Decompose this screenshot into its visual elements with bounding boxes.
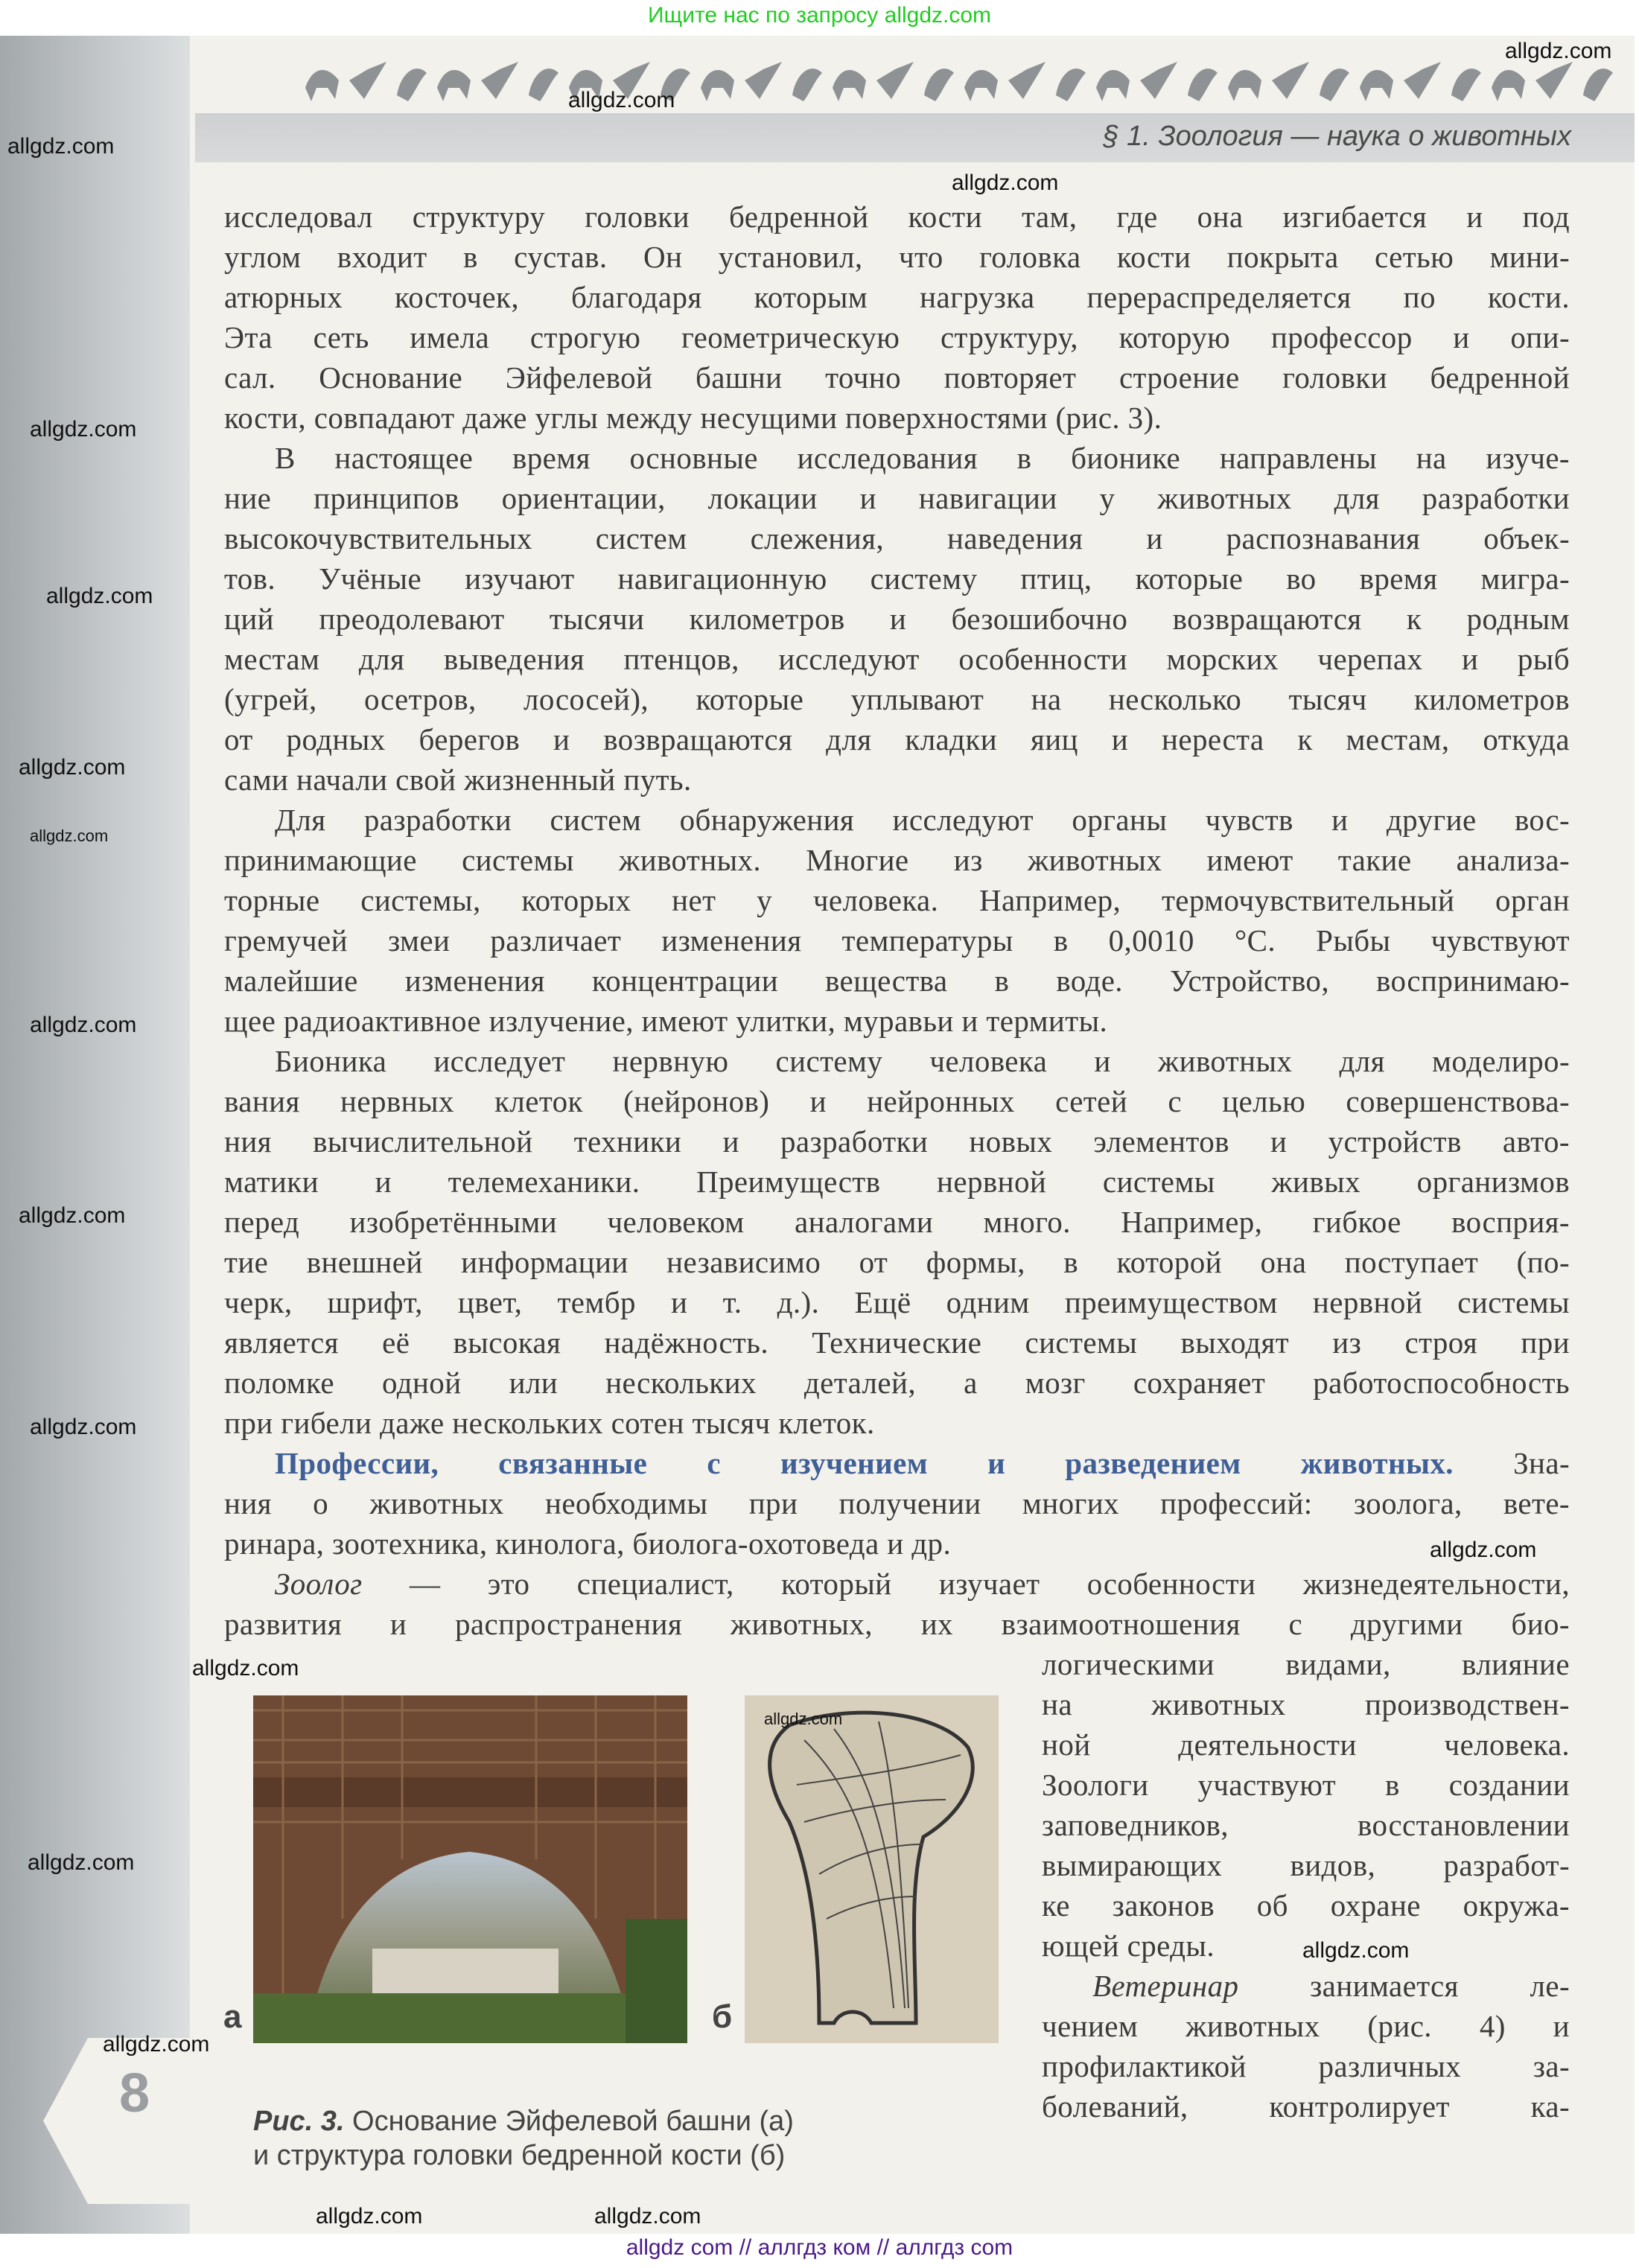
text-line: [224, 1282, 1570, 1322]
watermark: allgdz.com: [30, 1013, 137, 1037]
text-segment: принимающие системы животных. Многие из животных имеют такие анализа-: [224, 843, 1570, 877]
figure-label-b: б: [712, 1998, 733, 2035]
text-line: [224, 518, 1570, 558]
text-line: [224, 277, 1570, 317]
text-line: [1042, 1885, 1570, 1925]
caption-prefix: Рис. 3.: [253, 2106, 345, 2137]
text-segment: атюрных косточек, благодаря которым нагрузка перераспределяется по кости.: [224, 280, 1570, 314]
text-line: [224, 1001, 1570, 1041]
text-segment: исследовал структуру головки бедренной кости там, где она изгибается и под: [224, 200, 1570, 234]
text-line: [1042, 1684, 1570, 1724]
text-segment: от родных берегов и возвращаются для кладки яиц и нереста к местам, откуда: [224, 722, 1570, 756]
watermark: allgdz.com: [103, 2032, 210, 2057]
text-segment: кости, совпадают даже углы между несущими поверхностями (рис. 3).: [224, 401, 1162, 435]
text-line: [224, 478, 1570, 518]
text-line: [224, 599, 1570, 639]
watermark: allgdz.com: [594, 2204, 701, 2229]
text-segment: ринара, зоотехника, кинолога, биолога-охотоведа и др.: [224, 1526, 952, 1561]
text-segment: при гибели даже нескольких сотен тысяч клеток.: [224, 1406, 875, 1440]
figure-caption: [253, 2104, 794, 2173]
textbook-page: [0, 36, 1635, 2234]
text-line: [224, 1363, 1570, 1403]
text-segment: сал. Основание Эйфелевой башни точно повторяет строение головки бедренной: [224, 360, 1570, 395]
watermark: allgdz.com: [1430, 1538, 1537, 1562]
section-header-band: [195, 113, 1635, 162]
text-segment: черк, шрифт, цвет, тембр и т. д.). Ещё одним преимуществом нервной системы: [224, 1285, 1570, 1319]
text-line: [224, 920, 1570, 961]
section-subheading: Профессии, связанные с изучением и разведением животных.: [275, 1446, 1454, 1480]
text-line: [224, 1322, 1570, 1363]
text-segment: гремучей змеи различает изменения температуры в 0,0010 °С. Рыбы чувствуют: [224, 923, 1570, 958]
figure-label-a: а: [223, 1998, 242, 2035]
text-segment: Бионика исследует нервную систему человека и животных для моделиро-: [275, 1044, 1570, 1078]
text-segment: ной деятельности человека.: [1042, 1727, 1570, 1762]
text-segment: вания нервных клеток (нейронов) и нейронных сетей с целью совершенствова-: [224, 1084, 1570, 1118]
text-segment: болеваний, контролирует ка-: [1042, 2089, 1570, 2124]
watermark: allgdz.com: [7, 134, 115, 159]
watermark: allgdz.com: [28, 1850, 135, 1875]
text-segment: В настоящее время основные исследования в бионике направлены на изуче-: [275, 441, 1570, 475]
text-segment: Зна-: [1453, 1446, 1570, 1480]
text-segment: ния о животных необходимы при получении многих профессий: зоолога, вете-: [224, 1486, 1570, 1520]
text-line: [224, 719, 1570, 759]
text-line: [224, 639, 1570, 679]
text-line: [224, 961, 1570, 1001]
text-line: [224, 398, 1570, 438]
text-line: [1042, 1805, 1570, 1845]
text-segment: Зоологи участвуют в создании: [1042, 1768, 1570, 1802]
text-line: [1042, 1724, 1570, 1765]
text-segment: логическими видами, влияние: [1042, 1647, 1570, 1681]
text-segment: местам для выведения птенцов, исследуют особенности морских черепах и рыб: [224, 642, 1570, 676]
text-segment: Эта сеть имела строгую геометрическую структуру, которую профессор и опи-: [224, 320, 1570, 354]
text-line: [224, 800, 1570, 840]
text-line: [224, 759, 1570, 800]
watermark: allgdz.com: [30, 826, 109, 845]
text-segment: чением животных (рис. 4) и: [1042, 2009, 1570, 2043]
text-line: [224, 1523, 1570, 1564]
text-line: [224, 1604, 1570, 1644]
watermark: allgdz.com: [1505, 39, 1612, 63]
watermark: allgdz.com: [46, 584, 153, 608]
text-line: [224, 880, 1570, 920]
text-segment: заповедников, восстановлении: [1042, 1808, 1570, 1842]
text-line: [1042, 2006, 1570, 2046]
text-segment: — это специалист, который изучает особенности жизнедеятельности,: [362, 1567, 1570, 1601]
text-line: [224, 1483, 1570, 1523]
text-segment: матики и телемеханики. Преимуществ нервной системы живых организмов: [224, 1165, 1570, 1199]
text-segment: на животных производствен-: [1042, 1687, 1570, 1721]
femur-head-drawing: [745, 1695, 999, 2043]
text-segment: щее радиоактивное излучение, имеют улитки, муравьи и термиты.: [224, 1004, 1108, 1038]
text-segment: ций преодолевают тысячи километров и безошибочно возвращаются к родным: [224, 602, 1570, 636]
watermark: allgdz.com: [952, 171, 1059, 195]
text-line: [1042, 1966, 1570, 2006]
text-line: [1042, 1765, 1570, 1805]
watermark: allgdz.com: [30, 417, 137, 442]
text-segment: перед изобретёнными человеком аналогами много. Например, гибкое восприя-: [224, 1205, 1570, 1239]
text-segment: поломке одной или нескольких деталей, а мозг сохраняет работоспособность: [224, 1366, 1570, 1400]
text-line: [224, 197, 1570, 237]
text-line: [224, 679, 1570, 719]
watermark: allgdz.com: [30, 1415, 137, 1439]
text-segment: сами начали свой жизненный путь.: [224, 762, 692, 797]
text-line: [1042, 1644, 1570, 1684]
text-line: [224, 1242, 1570, 1282]
text-line: [1042, 1845, 1570, 1885]
text-segment: занимается ле-: [1238, 1969, 1570, 2003]
text-segment: Для разработки систем обнаружения исследуют органы чувств и другие вос-: [275, 803, 1570, 837]
text-line: [224, 317, 1570, 357]
watermark: allgdz.com: [316, 2204, 423, 2229]
top-search-banner: Ищите нас по запросу allgdz.com: [647, 3, 992, 28]
text-line: [224, 1564, 1570, 1604]
watermark: allgdz.com: [568, 88, 675, 112]
eiffel-tower-photo: [253, 1695, 687, 2043]
caption-line-2: и структура головки бедренной кости (б): [253, 2140, 786, 2171]
text-segment: ющей среды.: [1042, 1928, 1215, 1963]
text-line: [224, 237, 1570, 277]
watermark: allgdz.com: [764, 1710, 843, 1728]
section-title: § 1. Зоология — наука о животных: [1103, 121, 1571, 152]
text-line: [224, 558, 1570, 599]
text-line: [224, 1403, 1570, 1443]
animal-silhouettes-icon: [305, 58, 1623, 103]
text-line: [224, 438, 1570, 478]
text-segment: вымирающих видов, разработ-: [1042, 1848, 1570, 1882]
bottom-banner: allgdz com // аллгдз ком // аллгдз com: [626, 2235, 1013, 2260]
text-line: [224, 1121, 1570, 1162]
text-segment: ние принципов ориентации, локации и навигации у животных для разработки: [224, 481, 1570, 515]
text-segment: тов. Учёные изучают навигационную систему птиц, которые во время мигра-: [224, 561, 1570, 596]
watermark: allgdz.com: [192, 1656, 299, 1681]
text-segment: высокочувствительных систем слежения, наведения и распознавания объек-: [224, 521, 1570, 555]
watermark: allgdz.com: [1302, 1938, 1410, 1963]
text-line: [224, 1081, 1570, 1121]
text-segment: профилактикой различных за-: [1042, 2049, 1570, 2083]
page-margin-strip: [0, 36, 190, 2234]
subheading-line: [224, 1443, 1570, 1483]
term-italic: Зоолог: [275, 1567, 363, 1601]
watermark: allgdz.com: [19, 1203, 126, 1228]
text-line: [224, 1162, 1570, 1202]
text-segment: является её высокая надёжность. Технические системы выходят из строя при: [224, 1325, 1570, 1360]
page-number: 8: [119, 2062, 150, 2124]
text-segment: ния вычислительной техники и разработки новых элементов и устройств авто-: [224, 1124, 1570, 1159]
text-line: [1042, 2086, 1570, 2127]
text-segment: (угрей, осетров, лососей), которые уплывают на несколько тысяч километров: [224, 682, 1570, 716]
text-segment: малейшие изменения концентрации вещества в воде. Устройство, воспринимаю-: [224, 963, 1570, 998]
term-italic: Ветеринар: [1092, 1969, 1239, 2003]
text-segment: углом входит в сустав. Он установил, что головка кости покрыта сетью мини-: [224, 240, 1570, 274]
caption-line-1: Основание Эйфелевой башни (а): [344, 2106, 794, 2137]
text-segment: тие внешней информации независимо от формы, в которой она поступает (по-: [224, 1245, 1570, 1279]
text-segment: торные системы, которых нет у человека. Например, термочувствительный орган: [224, 883, 1570, 917]
text-line: [224, 357, 1570, 398]
text-line: [224, 1041, 1570, 1081]
watermark: allgdz.com: [19, 755, 126, 780]
text-line: [224, 1202, 1570, 1242]
text-segment: ке законов об охране окружа-: [1042, 1888, 1570, 1923]
text-line: [1042, 2046, 1570, 2086]
text-line: [224, 840, 1570, 880]
text-segment: развития и распространения животных, их взаимоотношения с другими био-: [224, 1607, 1570, 1641]
